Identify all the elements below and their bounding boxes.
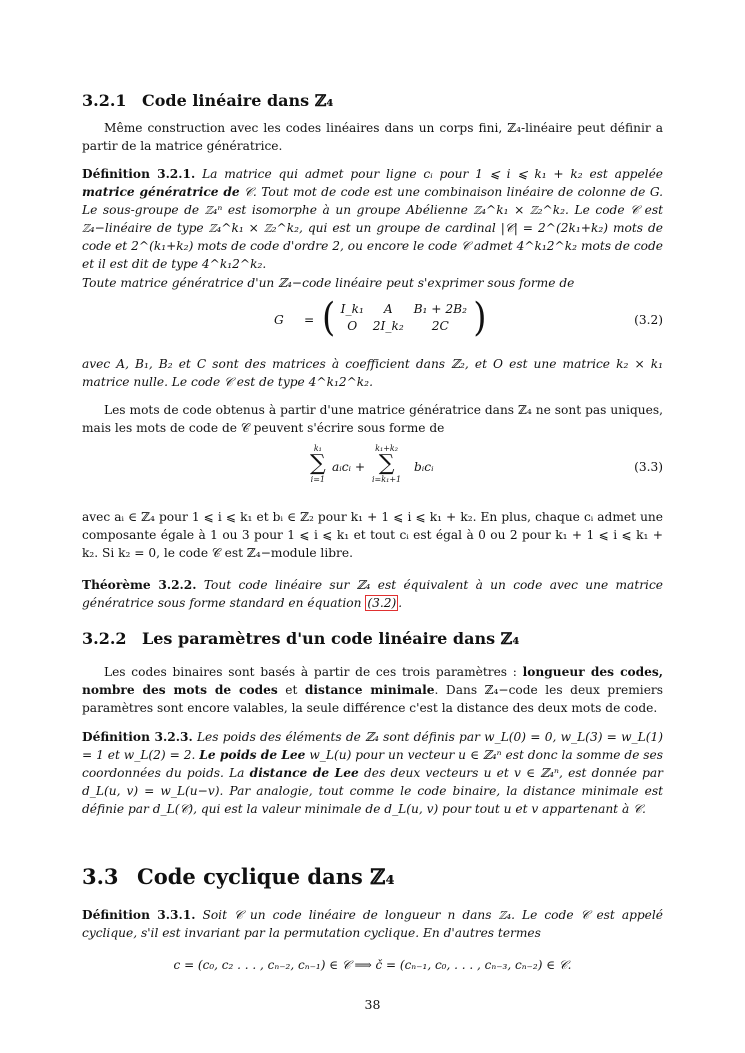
section-title: Les paramètres d'un code linéaire dans ℤ₄ — [142, 629, 520, 648]
equation-label: (3.2) — [634, 313, 663, 327]
definition-3-2-3 — [82, 728, 663, 818]
sigma-icon: ∑ — [310, 451, 326, 476]
definition-label: Définition 3.3.1. — [82, 908, 196, 922]
equation-lhs: G — [274, 313, 284, 327]
sum-2-lower: i=k₁+1 — [372, 475, 402, 484]
equation-3-3 — [82, 444, 663, 490]
params-text-2: et — [285, 683, 298, 697]
equation-equals: = — [304, 313, 315, 327]
matrix-cell: I_k₁ — [340, 302, 364, 316]
section-heading-3-2-1 — [82, 90, 663, 112]
section-heading-3-3 — [82, 863, 663, 891]
section-title: Code cyclique dans ℤ₄ — [137, 864, 395, 889]
definition-text: Soit 𝒞 un code linéaire de longueur n dans ℤ₄. Le code 𝒞 est appelé cyclique, s'il est invariant par la permutation cyclique. En d'autres termes — [82, 908, 664, 940]
matrix-cells — [335, 301, 473, 335]
sum-2-upper: k₁+k₂ — [375, 444, 398, 453]
params-text-1: Les codes binaires sont basés à partir de ces trois paramètres : — [104, 665, 517, 679]
section-number: 3.2.2 — [82, 629, 127, 648]
paragraph-codewords: Les mots de code obtenus à partir d'une matrice génératrice dans ℤ₄ ne sont pas uniques, mais les mots de code de 𝒞 peuvent s'écrire sous forme de — [82, 403, 663, 435]
definition-bold-term-1: Le poids de Lee — [199, 748, 306, 762]
matrix-cell: O — [347, 319, 358, 333]
definition-bold-term: matrice génératrice de — [82, 185, 240, 199]
matrix-cell: A — [383, 302, 393, 316]
equation-3-2 — [82, 295, 663, 342]
page-number: 38 — [364, 997, 381, 1012]
sigma-icon: ∑ — [378, 451, 395, 476]
left-paren: ( — [322, 295, 336, 341]
matrix-cell: 2I_k₂ — [372, 319, 404, 333]
cyclic-equation: c = (c₀, c₂ . . . , cₙ₋₂, cₙ₋₁) ∈ 𝒞 ⟹ č = (cₙ₋₁, c₀, . . . , cₙ₋₃, cₙ₋₂) ∈ 𝒞. — [173, 958, 572, 972]
section-number: 3.2.1 — [82, 91, 127, 110]
definition-text-2: 𝒞. Tout mot de code est une combinaison linéaire de colonne de G. Le sous-groupe de ℤ₄ⁿ est isomorphe à un groupe Abélienne ℤ₄^k₁ × ℤ₂^k₂. Le code 𝒞 est ℤ₄−linéaire de type ℤ₄^k₁ × ℤ₂^k₂, qui est un groupe de cardinal |𝒞| = 2^(2k₁+k₂) mots de code et 2^(k₁+k₂) mots de code d'ordre 2, ou encore le code 𝒞 admet 4^k₁2^k₂ mots de code et il est dit de type 4^k₁2^k₂. — [82, 185, 663, 271]
definition-bold-term-2: distance de Lee — [249, 766, 359, 780]
theorem-label: Théorème 3.2.2. — [82, 578, 197, 592]
right-paren: ) — [473, 295, 487, 341]
params-bold-2: distance minimale — [304, 683, 435, 697]
section-heading-3-2-2 — [82, 628, 663, 650]
params-bold-1: longueur des codes, nombre des mots de codes — [82, 665, 663, 697]
matrix-cell: 2C — [431, 319, 449, 333]
generator-matrix — [322, 295, 487, 341]
sum-1-upper: k₁ — [313, 444, 322, 453]
term-1: aᵢcᵢ + — [332, 460, 366, 474]
definition-text-3: Toute matrice génératrice d'un ℤ₄−code linéaire peut s'exprimer sous forme de — [82, 276, 575, 290]
definition-3-2-1 — [82, 165, 663, 273]
theorem-end: . — [398, 596, 403, 610]
matrix-description: avec A, B₁, B₂ et C sont des matrices à coefficient dans ℤ₂, et O est une matrice k₂ × k₁ matrice nulle. Le code 𝒞 est de type 4^k₁2^k₂. — [82, 357, 663, 389]
matrix-cell: B₁ + 2B₂ — [413, 302, 467, 316]
section-number: 3.3 — [82, 864, 119, 889]
paragraph-intro: Même construction avec les codes linéaires dans un corps fini, ℤ₄-linéaire peut définir a partir de la matrice génératrice. — [82, 121, 663, 153]
equation-reference-link[interactable]: (3.2) — [367, 596, 397, 610]
sum-1-lower: i=1 — [310, 475, 326, 484]
definition-text-1: La matrice qui admet pour ligne cᵢ pour 1 ⩽ i ⩽ k₁ + k₂ est appelée — [202, 167, 664, 181]
paragraph-coefficients: avec aᵢ ∈ ℤ₄ pour 1 ⩽ i ⩽ k₁ et bᵢ ∈ ℤ₂ pour k₁ + 1 ⩽ i ⩽ k₁ + k₂. En plus, chaque cᵢ admet une composante égale à 1 ou 3 pour 1 ⩽ i ⩽ k₁ et tout cᵢ est égal à 0 ou 2 pour k₁ + 1 ⩽ i ⩽ k₁ + k₂. Si k₂ = 0, le code 𝒞 est ℤ₄−module libre. — [82, 510, 663, 560]
definition-label: Définition 3.2.3. — [82, 730, 193, 744]
definition-text-2: w_L(u) pour un vecteur u ∈ ℤ₄ⁿ est donc la somme de ses coordonnées du poids. La — [82, 748, 664, 780]
theorem-3-2-2 — [82, 576, 663, 612]
term-2: bᵢcᵢ — [414, 460, 434, 474]
theorem-text: Tout code linéaire sur ℤ₄ est équivalent à un code avec une matrice génératrice sous forme standard en équation — [82, 578, 663, 610]
sum-1 — [310, 444, 326, 484]
equation-label: (3.3) — [634, 460, 663, 474]
definition-text-3: des deux vecteurs u et v ∈ ℤ₄ⁿ, est donnée par d_L(u, v) = w_L(u−v). Par analogie, tout comme le code binaire, la distance minimale est définie par d_L(𝒞), qui est la valeur minimale de d_L(u, v) pour tout u et v appartenant à 𝒞. — [82, 766, 664, 816]
definition-text-1: Les poids des éléments de ℤ₄ sont définis par w_L(0) = 0, w_L(3) = w_L(1) = 1 et w_L(2) = 2. — [82, 730, 663, 762]
definition-3-3-1 — [82, 906, 663, 942]
definition-label: Définition 3.2.1. — [82, 167, 196, 181]
params-text-3: . Dans ℤ₄−code les deux premiers paramètres sont encore valables, la seule différence c'est la distance des deux mots de code. — [82, 683, 663, 715]
section-title: Code linéaire dans ℤ₄ — [142, 91, 334, 110]
paragraph-parameters — [82, 663, 663, 717]
sum-2 — [372, 444, 401, 484]
